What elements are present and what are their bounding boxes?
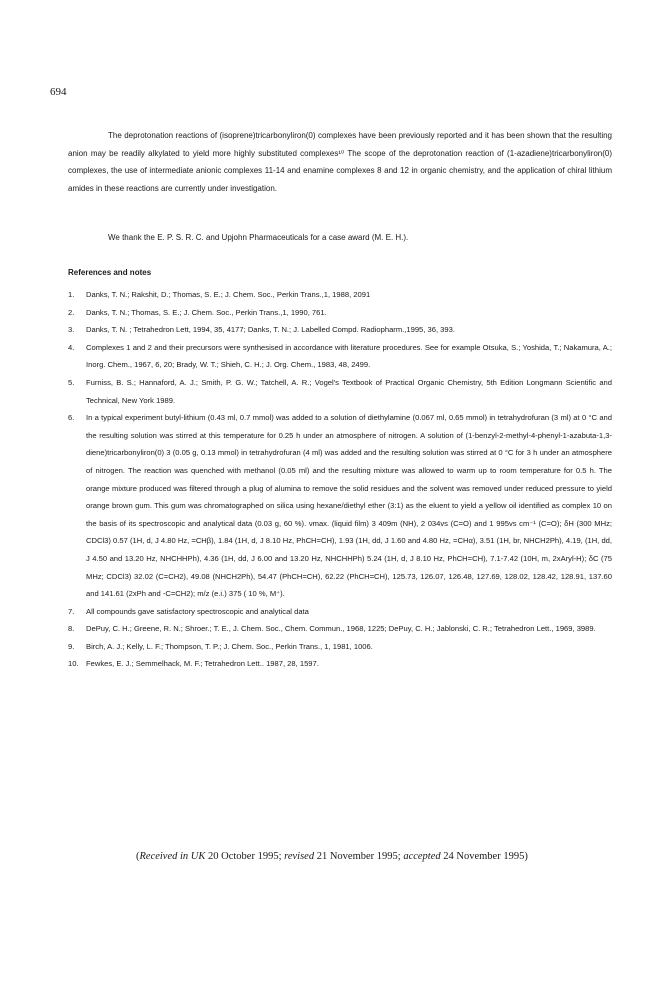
received-label: Received in UK [139, 851, 206, 862]
reference-text: DePuy, C. H.; Greene, R. N.; Shroer.; T. E., J. Chem. Soc., Chem. Commun., 1968, 1225; DePuy, C. H.; Jablonski, C. R.; Tetrahedron Lett., 1969, 3989. [86, 624, 596, 634]
page-number: 694 [50, 86, 67, 98]
received-dates [136, 851, 528, 862]
reference-text: Complexes 1 and 2 and their precursors were synthesised in accordance with literature procedures. See for example Otsuka, S.; Yoshida, T.; Nakamura, A.; Inorg. Chem., 1967, 6, 20; Brady, W. T.; Shieh, C. H.; J. Org. Chem., 1983, 48, 2499. [86, 342, 612, 370]
reference-number: 5. [68, 377, 75, 387]
reference-item [68, 603, 612, 621]
reference-number: 2. [68, 307, 75, 317]
body-paragraph: The deprotonation reactions of (isoprene)tricarbonyliron(0) complexes have been previously reported and it has been shown that the resulting anion may be readily alkylated to yield more highly substituted complexes¹⁰ The scope of the deprotonation reaction of (1-azadiene)tricarbonyliron(0) complexes, the use of intermediate anionic complexes 11-14 and enamine complexes 8 and 12 in organic chemistry, and the application of chiral lithium amides in these reactions are currently under investigation. [68, 131, 612, 193]
reference-text: All compounds gave satisfactory spectroscopic and analytical data [86, 606, 309, 616]
references-heading: References and notes [68, 268, 152, 277]
reference-text: Danks, T. N. ; Tetrahedron Lett, 1994, 35, 4177; Danks, T. N.; J. Labelled Compd. Radiopharm.,1995, 36, 393. [86, 325, 455, 335]
received-date: 20 October 1995; [208, 851, 282, 862]
reference-item [68, 321, 612, 339]
reference-number: 3. [68, 325, 75, 335]
reference-text: Birch, A. J.; Kelly, L. F.; Thompson, T. P.; J. Chem. Soc., Perkin Trans., 1, 1981, 1006. [86, 641, 373, 651]
reference-number: 9. [68, 641, 75, 651]
reference-text: Danks, T. N.; Rakshit, D.; Thomas, S. E.; J. Chem. Soc., Perkin Trans.,1, 1988, 2091 [86, 290, 371, 299]
reference-text: In a typical experiment butyl-lithium (0.43 ml, 0.7 mmol) was added to a solution of diethylamine (0.067 ml, 0.65 mmol) in tetrahydrofuran (3 ml) at 0 °C and the resulting solution was stirred at this temperature for 0.25 h under an atmosphere of nitrogen. A solution of (1-benzyl-2-methyl-4-phenyl-1-azabuta-1,3-diene)tricarbonyliron(0) 3 (0.05 g, 0.13 mmol) in tetrahydrofuran (4 ml) was added and the resulting solution was stirred at 0 °C for 3 h under an atmosphere of nitrogen. The reaction was quenched with methanol (0.05 ml) and the resulting mixture was allowed to warm up to room temperature for 0.5 h. The orange mixture produced was filtered through a plug of alumina to remove the solid residues and the solvent was removed under reduced pressure to yield orange brown gum. This gum was chromatographed on silica using hexane/diethyl ether (3:1) as the eluent to yield a yellow oil identified as complex 10 on the basis of its spectroscopic and analytical data (0.03 g, 60 %). νmax. (liquid film) 3 409m (NH), 2 034vs (C=O) and 1 995vs cm⁻¹ (C=O); δH (300 MHz; CDCl3) 0.57 (1H, d, J 4.80 Hz, =CHβ), 1.84 (1H, d, J 8.10 Hz, PhCH=CH), 1.93 (1H, dd, J 1.60 and 4.80 Hz, =CHα), 3.51 (1H, br, NHCH2Ph), 4.19, (1H, dd, J 4.50 and 13.20 Hz, NHCHHPh), 4.36 (1H, dd, J 6.00 and 13.20 Hz, NHCHHPh) 5.24 (1H, d, J 8.10 Hz, PhCH=CH), 7.1-7.42 (10H, m, 2xAryl-H); δC (75 MHz; CDCl3) 32.02 (C=CH2), 49.08 (NHCH2Ph), 54.47 (PhCH=CH), 62.22 (PhCH=CH), 125.73, 126.07, 126.48, 127.69, 128.02, 128.42, 128.91, 137.60 and 141.61 (2xPh and -C=CH2); m/z (e.i.) 375 ( 10 %, M⁺). [86, 413, 612, 599]
reference-item [68, 409, 612, 603]
reference-text: Furniss, B. S.; Hannaford, A. J.; Smith, P. G. W.; Tatchell, A. R.; Vogel's Textbook of Practical Organic Chemistry, 5th Edition Longmann Scientific and Technical, New York 1989. [86, 377, 612, 405]
reference-text: Fewkes, E. J.; Semmelhack, M. F.; Tetrahedron Lett.. 1987, 28, 1597. [86, 659, 319, 669]
reference-number: 7. [68, 606, 75, 616]
acknowledgement-paragraph: We thank the E. P. S. R. C. and Upjohn Pharmaceuticals for a case award (M. E. H.). [108, 233, 409, 242]
acknowledgement-section [68, 229, 612, 247]
reference-number: 4. [68, 342, 75, 352]
reference-item [68, 286, 612, 304]
reference-number: 10. [68, 659, 79, 669]
revised-date: 21 November 1995; [316, 851, 401, 862]
reference-number: 6. [68, 413, 75, 423]
reference-item [68, 638, 612, 656]
reference-item [68, 655, 612, 673]
reference-text: Danks, T. N.; Thomas, S. E.; J. Chem. Soc., Perkin Trans.,1, 1990, 761. [86, 307, 327, 317]
revised-label: revised [284, 851, 315, 862]
accepted-label: accepted [403, 851, 441, 862]
accepted-date: 24 November 1995) [443, 851, 528, 862]
received-open-paren: ( [136, 851, 140, 862]
reference-item [68, 374, 612, 409]
reference-number: 1. [68, 290, 75, 299]
reference-item [68, 620, 612, 638]
reference-item [68, 304, 612, 322]
reference-item [68, 339, 612, 374]
reference-number: 8. [68, 624, 75, 634]
references-list [68, 286, 612, 673]
